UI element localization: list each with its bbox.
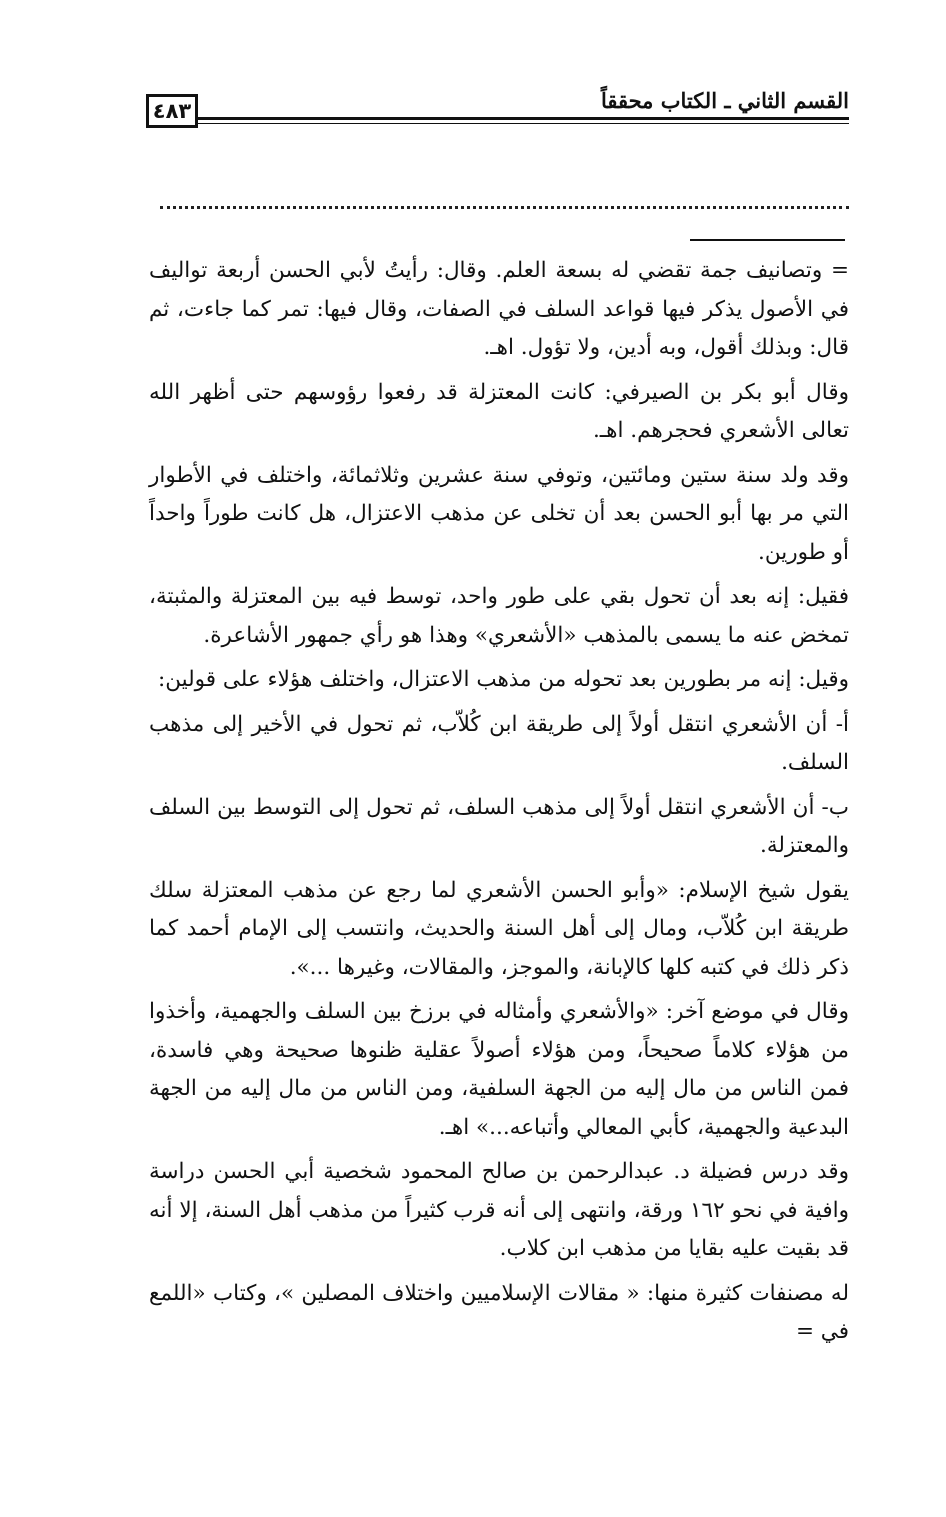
header-rule-thin	[198, 123, 849, 124]
footnote-body	[149, 252, 849, 1358]
paragraph-3: وقد ولد سنة ستين ومائتين، وتوفي سنة عشرين وثلاثمائة، واختلف في الأطوار التي مر بها أبو الحسن بعد أن تخلى عن مذهب الاعتزال، هل كانت طوراً واحداً أو طورين.	[149, 462, 849, 565]
list-item-a: أ- أن الأشعري انتقل أولاً إلى طريقة ابن كُلاّب، ثم تحول في الأخير إلى مذهب السلف.	[149, 711, 849, 775]
paragraph-4: فقيل: إنه بعد أن تحول بقي على طور واحد، توسط فيه بين المعتزلة والمثبتة، تمخض عنه ما يسمى بالمذهب «الأشعري» وهذا هو رأي جمهور الأشاعرة.	[149, 584, 849, 648]
paragraph-8: وقد درس فضيلة د. عبدالرحمن بن صالح المحمود شخصية أبي الحسن دراسة وافية في نحو ١٦٢ ورقة، وانتهى إلى أنه قرب كثيراً من مذهب أهل السنة، إلا أنه قد بقيت عليه بقايا من مذهب ابن كلاب.	[149, 1159, 850, 1261]
paragraph-7: وقال في موضع آخر: «والأشعري وأمثاله في برزخ بين السلف والجهمية، وأخذوا من هؤلاء كلاماً صحيحاً، ومن هؤلاء أصولاً عقلية ظنوها صحيحة وهي فاسدة، فمن الناس من مال إليه من الجهة السلفية، ومن الناس من مال إليه من الجهة البدعية والجهمية، كأبي المعالي وأتباعه...» اهـ.	[149, 999, 849, 1140]
dotted-divider	[160, 206, 849, 209]
page-number-box: ٤٨٣	[146, 94, 198, 128]
paragraph-5: وقيل: إنه مر بطورين بعد تحوله من مذهب الاعتزال، واختلف هؤلاء على قولين:	[157, 667, 849, 692]
running-header-title: القسم الثاني ـ الكتاب محققاً	[600, 88, 849, 113]
paragraph-6: يقول شيخ الإسلام: «وأبو الحسن الأشعري لما رجع عن مذهب المعتزلة سلك طريقة ابن كُلاّب، ومال إلى أهل السنة والحديث، وانتسب إلى الإمام أحمد كما ذكر ذلك في كتبه كلها كالإبانة، والموجز، والمقالات، وغيرها ...».	[149, 877, 849, 980]
footnote-separator	[690, 239, 845, 241]
paragraph-2: وقال أبو بكر بن الصيرفي: كانت المعتزلة قد رفعوا رؤوسهم حتى أظهر الله تعالى الأشعري فحجرهم. اهـ.	[149, 379, 849, 443]
header-rule-thick	[198, 117, 849, 120]
list-item-b: ب- أن الأشعري انتقل أولاً إلى مذهب السلف، ثم تحول إلى التوسط بين السلف والمعتزلة.	[149, 794, 849, 858]
paragraph-9: له مصنفات كثيرة منها: « مقالات الإسلاميين واختلاف المصلين »، وكتاب «اللمع في =	[149, 1280, 849, 1344]
paragraph-1: = وتصانيف جمة تقضي له بسعة العلم. وقال: رأيتُ لأبي الحسن أربعة تواليف في الأصول يذكر فيها قواعد السلف في الصفات، وقال فيها: تمر كما جاءت، ثم قال: وبذلك أقول، وبه أدين، ولا تؤول. اهـ.	[149, 258, 849, 360]
